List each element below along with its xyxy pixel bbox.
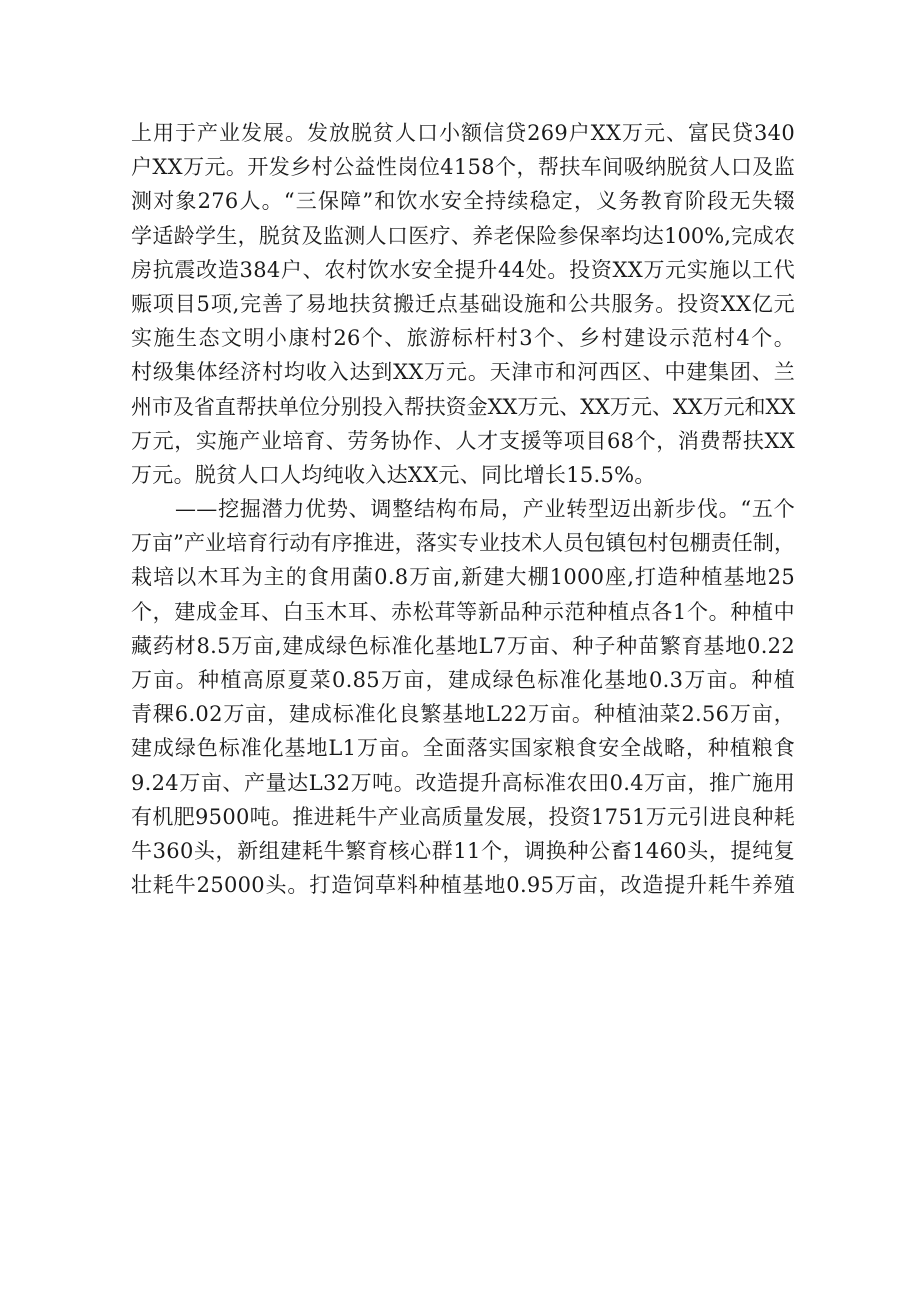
text-line: ——挖掘潜力优势、调整结构布局，产业转型迈出新步伐。“五个: [175, 497, 795, 522]
text-line: 测对象276人。“三保障”和饮水安全持续稳定，义务教育阶段无失辍: [131, 189, 795, 214]
text-line: 壮耗牛25000头。打造饲草料种植基地0.95万亩，改造提升耗牛养殖: [131, 873, 795, 898]
text-line: 州市及省直帮扶单位分别投入帮扶资金XX万元、XX万元、XX万元和XX: [131, 394, 795, 419]
text-line: 房抗震改造384户、农村饮水安全提升44处。投资XX万元实施以工代: [131, 257, 795, 282]
text-line: 万亩”产业培育行动有序推进，落实专业技术人员包镇包村包棚责任制，: [131, 531, 795, 556]
text-line: 有机肥9500吨。推进耗牛产业高质量发展，投资1751万元引进良种耗: [131, 804, 795, 829]
document-body: [131, 116, 795, 902]
text-line: 青稞6.02万亩，建成标准化良繁基地L22万亩。种植油菜2.56万亩，: [131, 702, 795, 727]
text-line: 9.24万亩、产量达L32万吨。改造提升高标准农田0.4万亩，推广施用: [131, 770, 795, 795]
text-line: 建成绿色标准化基地L1万亩。全面落实国家粮食安全战略，种植粮食: [131, 736, 795, 761]
text-line: 万元。脱贫人口人均纯收入达XX元、同比增长15.5%。: [131, 462, 656, 487]
text-line: 实施生态文明小康村26个、旅游标杆村3个、乡村建设示范村4个。: [131, 326, 795, 351]
text-line: 万元，实施产业培育、劳务协作、人才支援等项目68个，消费帮扶XX: [131, 428, 795, 453]
paragraph-2: [131, 492, 795, 902]
paragraph-1: [131, 116, 795, 492]
text-line: 个，建成金耳、白玉木耳、赤松茸等新品种示范种植点各1个。种植中: [131, 599, 795, 624]
text-line: 户XX万元。开发乡村公益性岗位4158个，帮扶车间吸纳脱贫人口及监: [131, 155, 795, 180]
text-line: 栽培以木耳为主的食用菌0.8万亩,新建大棚1000座,打造种植基地25: [131, 565, 795, 590]
text-line: 赈项目5项,完善了易地扶贫搬迁点基础设施和公共服务。投资XX亿元: [131, 291, 795, 316]
text-line: 学适龄学生，脱贫及监测人口医疗、养老保险参保率均达100%,完成农: [131, 223, 795, 248]
text-line: 牛360头，新组建耗牛繁育核心群11个，调换种公畜1460头，提纯复: [131, 838, 795, 863]
text-line: 藏药材8.5万亩,建成绿色标准化基地L7万亩、种子种苗繁育基地0.22: [131, 633, 795, 658]
text-line: 万亩。种植高原夏菜0.85万亩，建成绿色标准化基地0.3万亩。种植: [131, 668, 795, 692]
text-line: 上用于产业发展。发放脱贫人口小额信贷269户XX万元、富民贷340: [131, 121, 795, 145]
text-line: 村级集体经济村均收入达到XX万元。天津市和河西区、中建集团、兰: [131, 360, 795, 385]
